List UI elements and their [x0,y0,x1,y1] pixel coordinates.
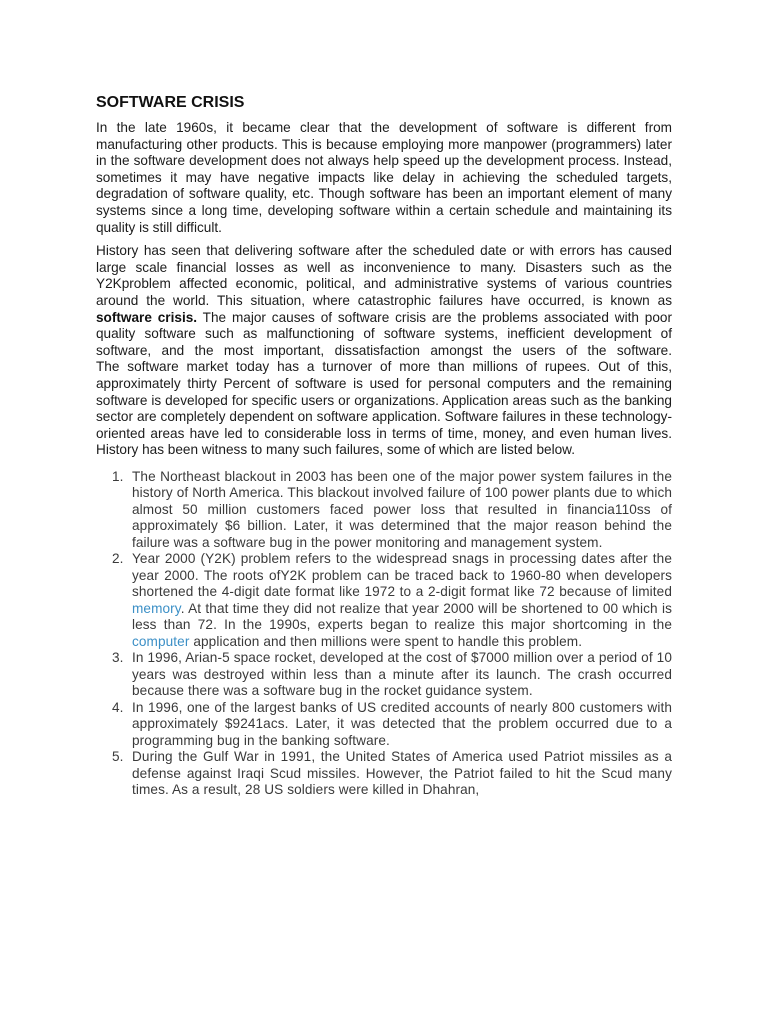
list-item [96,650,672,700]
computer-link[interactable]: computer [132,633,190,649]
page-title: SOFTWARE CRISIS [96,94,245,111]
list-item-text: In 1996, Arian-5 space rocket, developed at the cost of $7000 million over a period of 10 years was destroyed within less than a minute after its launch. The crash occurred because there was a software bug in the rocket guidance system. [132,650,672,699]
list-item-text: In 1996, one of the largest banks of US credited accounts of nearly 800 customers with approximately $9241acs. Later, it was detected that the problem occurred due to a programming bug in the banking software. [132,699,672,748]
list-item [96,551,672,650]
document-page [96,92,672,799]
software-crisis-term: software crisis. [96,309,198,325]
list-item [96,469,672,552]
list-item-number: 3. [112,650,124,666]
paragraph-history-text-b: The major causes of software crisis are the problems associated with poor quality software such as malfunctioning of software systems, inefficient development of software, and the most important, dissatisfaction amongst the users of the software. [96,309,672,358]
paragraph-market: The software market today has a turnover of more than millions of rupees. Out of this, approximately thirty Percent of software is used for personal computers and the remaining software is developed for specific users or organizations. Application areas such as the banking sector are completely dependent on software application. Software failures in these technology-oriented areas have led to considerable loss in terms of time, money, and even human lives. History has been witness to many such failures, some of which are listed below. [96,359,672,458]
list-item-text-c: application and then millions were spent to handle this problem. [189,633,583,649]
list-item [96,700,672,750]
list-item-number: 5. [112,749,124,765]
list-item [96,749,672,799]
list-item-text-a: Year 2000 (Y2K) problem refers to the widespread snags in processing dates after the year 2000. The roots ofY2K problem can be traced back to 1960-80 when developers shortened the 4-digit date format like 1972 to a 2-digit format like 72 because of limited [132,551,672,600]
list-item-number: 1. [112,468,124,484]
paragraph-history-text-a: History has seen that delivering software after the scheduled date or with errors has caused large scale financial losses as well as inconvenience to many. Disasters such as the Y2Kproblem affected economic, political, and administrative systems of various countries around the world. This situation, where catastrophic failures have occurred, is known as [96,243,672,308]
list-item-text-b: . At that time they did not realize that year 2000 will be shortened to 00 which is less than 72. In the 1990s, experts began to realize this major shortcoming in the [132,600,672,633]
list-item-text: During the Gulf War in 1991, the United States of America used Patriot missiles as a defense against Iraqi Scud missiles. However, the Patriot failed to hit the Scud many times. As a result, 28 US soldiers were killed in Dhahran, [132,749,672,798]
list-item-text: The Northeast blackout in 2003 has been one of the major power system failures in the history of North America. This blackout involved failure of 100 power plants due to which almost 50 million customers faced power loss that resulted in financia110ss of approximately $6 billion. Later, it was determined that the major reason behind the failure was a software bug in the power monitoring and management system. [132,468,672,550]
failures-list [96,469,672,799]
memory-link[interactable]: memory [132,600,181,616]
paragraph-intro: In the late 1960s, it became clear that the development of software is different from manufacturing other products. This is because employing more manpower (programmers) later in the software development does not always help speed up the development process. Instead, sometimes it may have negative impacts like delay in achieving the scheduled targets, degradation of software quality, etc. Though software has been an important element of many systems since a long time, developing software within a certain schedule and maintaining its quality is still difficult. [96,120,672,235]
list-item-number: 4. [112,699,124,715]
list-item-number: 2. [112,551,124,567]
paragraph-history [96,243,672,359]
